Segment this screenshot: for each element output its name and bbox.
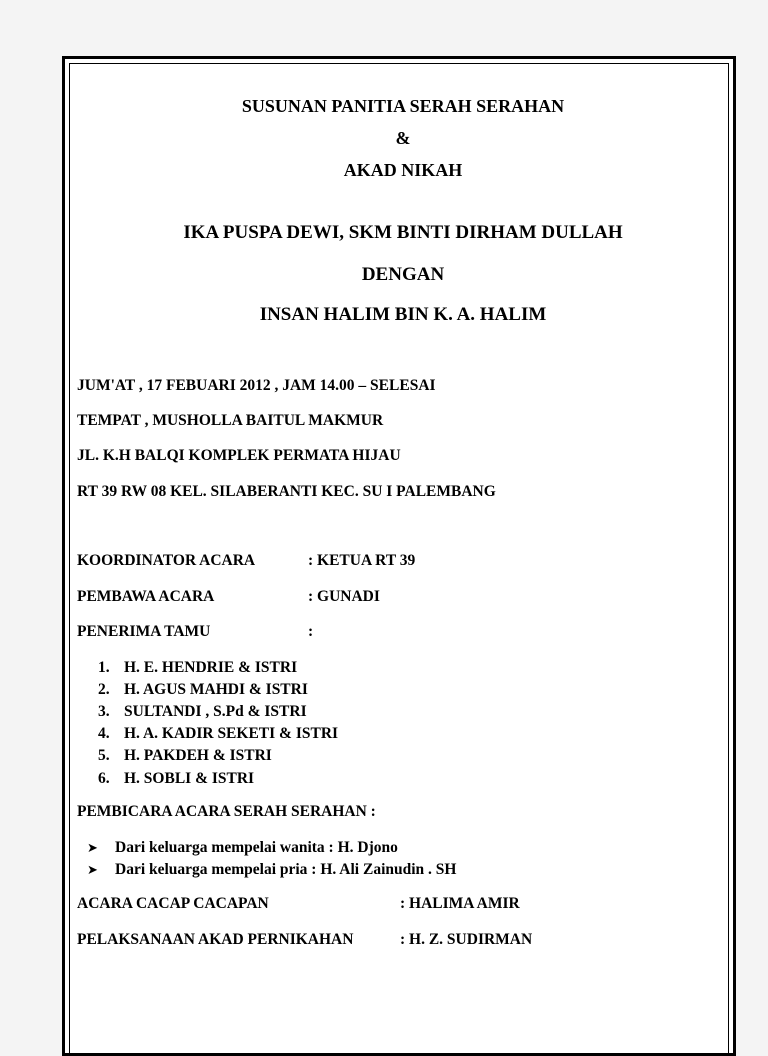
bride-name: IKA PUSPA DEWI, SKM BINTI DIRHAM DULLAH bbox=[183, 222, 623, 243]
event-street: JL. K.H BALQI KOMPLEK PERMATA HIJAU bbox=[77, 447, 401, 464]
bullet-text: Dari keluarga mempelai wanita : H. Djono bbox=[115, 839, 398, 856]
list-item bbox=[98, 681, 308, 699]
list-text: H. PAKDEH & ISTRI bbox=[124, 747, 272, 764]
cacap-value: : HALIMA AMIR bbox=[400, 895, 520, 912]
list-item bbox=[98, 770, 254, 788]
bullet-item bbox=[87, 861, 456, 879]
list-text: SULTANDI , S.Pd & ISTRI bbox=[124, 703, 307, 720]
akad-value: : H. Z. SUDIRMAN bbox=[400, 931, 533, 948]
reception-value: : bbox=[308, 623, 314, 640]
list-text: H. SOBLI & ISTRI bbox=[124, 770, 255, 787]
list-text: H. AGUS MAHDI & ISTRI bbox=[124, 681, 308, 698]
list-number: 2. bbox=[98, 681, 110, 698]
arrow-bullet-icon: ➤ bbox=[87, 863, 98, 878]
akad-label: PELAKSANAAN AKAD PERNIKAHAN bbox=[77, 931, 354, 948]
event-place: TEMPAT , MUSHOLLA BAITUL MAKMUR bbox=[77, 412, 384, 429]
list-number: 5. bbox=[98, 747, 110, 764]
event-date: JUM'AT , 17 FEBUARI 2012 , JAM 14.00 – SELESAI bbox=[77, 377, 436, 394]
host-label: PEMBAWA ACARA bbox=[77, 588, 215, 605]
host-value: : GUNADI bbox=[308, 588, 380, 605]
list-text: H. A. KADIR SEKETI & ISTRI bbox=[124, 725, 339, 742]
bullet-item bbox=[87, 839, 398, 857]
list-item bbox=[98, 725, 338, 743]
list-item bbox=[98, 659, 297, 677]
title-line-3: AKAD NIKAH bbox=[343, 160, 463, 180]
with-text: DENGAN bbox=[361, 264, 445, 285]
cacap-label: ACARA CACAP CACAPAN bbox=[77, 895, 269, 912]
list-item bbox=[98, 703, 307, 721]
list-item bbox=[98, 747, 272, 765]
bullet-text: Dari keluarga mempelai pria : H. Ali Zainudin . SH bbox=[115, 861, 457, 878]
speakers-label: PEMBICARA ACARA SERAH SERAHAN : bbox=[77, 803, 376, 820]
event-area: RT 39 RW 08 KEL. SILABERANTI KEC. SU I PALEMBANG bbox=[77, 483, 496, 500]
list-number: 6. bbox=[98, 770, 110, 787]
list-number: 3. bbox=[98, 703, 110, 720]
title-line-1: SUSUNAN PANITIA SERAH SERAHAN bbox=[241, 96, 565, 116]
page-inner-border bbox=[69, 63, 729, 1053]
title-ampersand: & bbox=[395, 128, 411, 148]
list-number: 4. bbox=[98, 725, 110, 742]
coordinator-label: KOORDINATOR ACARA bbox=[77, 552, 256, 569]
list-text: H. E. HENDRIE & ISTRI bbox=[124, 659, 298, 676]
coordinator-value: : KETUA RT 39 bbox=[308, 552, 416, 569]
arrow-bullet-icon: ➤ bbox=[87, 841, 98, 856]
groom-name: INSAN HALIM BIN K. A. HALIM bbox=[259, 304, 547, 325]
document-page bbox=[62, 56, 736, 1056]
reception-label: PENERIMA TAMU bbox=[77, 623, 211, 640]
list-number: 1. bbox=[98, 659, 110, 676]
